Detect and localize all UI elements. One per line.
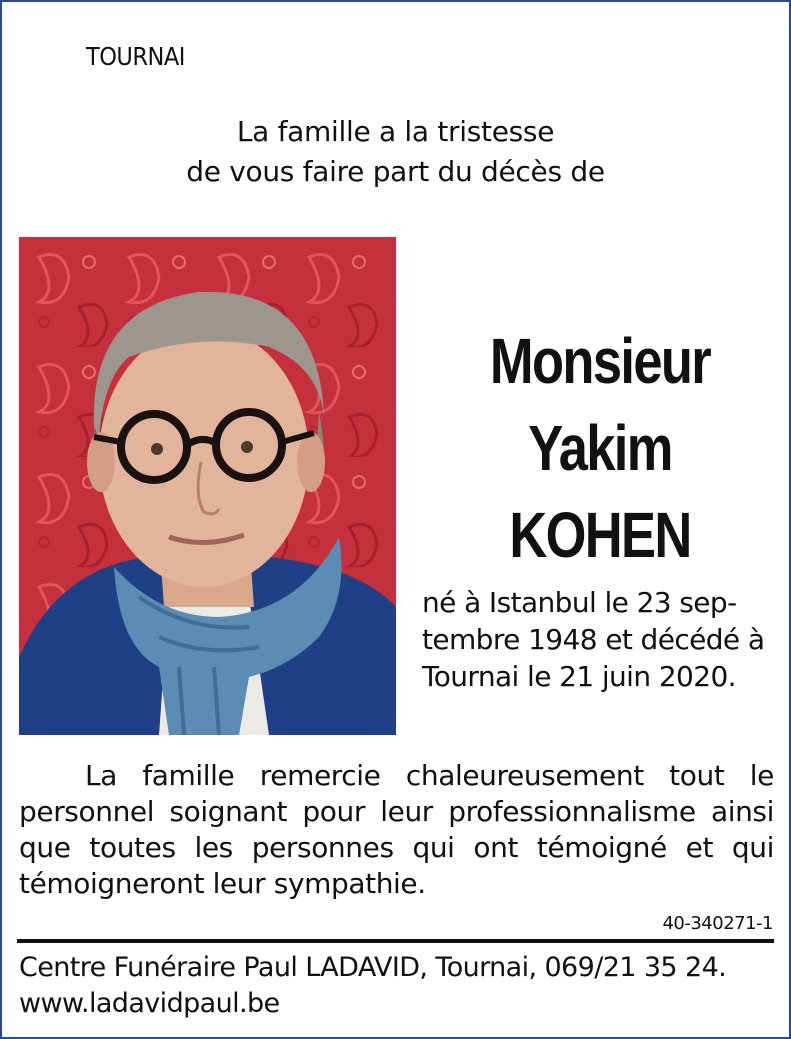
footer-divider: [17, 939, 774, 943]
intro-text: [0, 112, 791, 192]
deceased-title: Monsieur: [489, 325, 711, 397]
intro-line-1: La famille a la tristesse: [236, 115, 555, 148]
birth-death-details: [422, 584, 782, 695]
funeral-home-website[interactable]: www.ladavidpaul.be: [19, 988, 280, 1019]
portrait-photo: [19, 237, 396, 735]
intro-line-2: de vous faire part du décès de: [186, 155, 605, 188]
dates-line-1: né à Istanbul le 23 sep-: [422, 586, 737, 619]
deceased-name: [452, 318, 747, 579]
city-heading: TOURNAI: [86, 42, 185, 71]
deceased-first-name: Yakim: [528, 412, 672, 484]
reference-number: 40-340271-1: [662, 913, 773, 934]
dates-line-3: Tournai le 21 juin 2020.: [422, 660, 736, 693]
thanks-paragraph: [19, 758, 774, 902]
deceased-last-name: KOHEN: [509, 499, 691, 571]
thanks-text: La famille remercie chaleureusement tout le personnel soignant pour leur professionnalisme ainsi que toutes les personnes qui ont témoigné et qui témoigneront leur sympathie.: [19, 759, 774, 900]
funeral-home-footer: [19, 950, 779, 1022]
dates-line-2: tembre 1948 et décédé à: [422, 623, 765, 656]
funeral-home-info: Centre Funéraire Paul LADAVID, Tournai, 069/21 35 24.: [19, 952, 727, 983]
